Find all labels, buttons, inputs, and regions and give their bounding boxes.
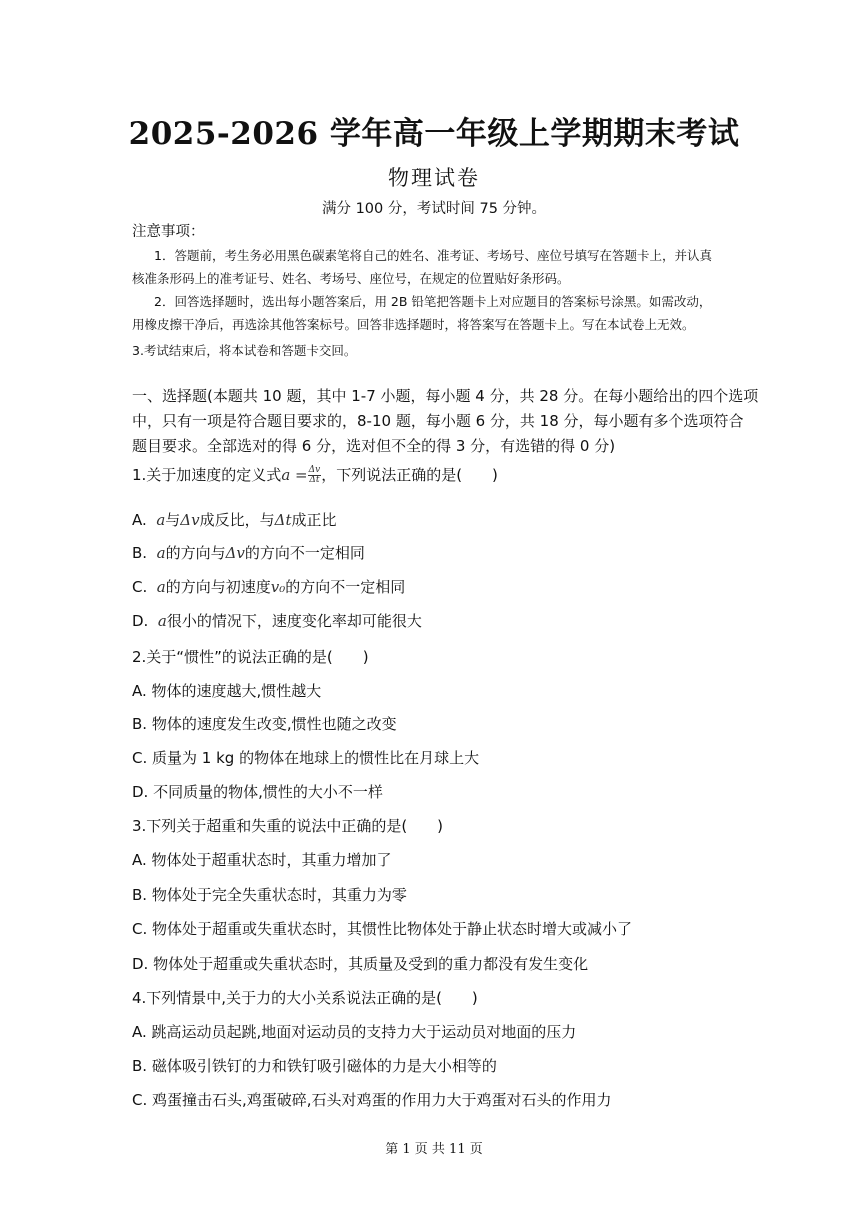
symbol-a: a xyxy=(156,578,166,596)
question-1-option-b xyxy=(132,542,365,563)
question-1-option-a xyxy=(132,509,337,530)
question-1-text-after: ，下列说法正确的是( ) xyxy=(321,466,498,484)
section-1-line-3: 题目要求。全部选对的得 6 分，选对但不全的得 3 分，有选错的得 0 分) xyxy=(132,437,616,455)
formula-denominator: Δt xyxy=(309,475,320,485)
symbol-delta-v: Δv xyxy=(180,511,200,529)
question-4-option-a: A. 跳高运动员起跳,地面对运动员的支持力大于运动员对地面的压力 xyxy=(132,1023,577,1041)
question-2-option-a: A. 物体的速度越大,惯性越大 xyxy=(132,682,322,700)
question-2-option-b: B. 物体的速度发生改变,惯性也随之改变 xyxy=(132,715,397,733)
option-text: 很小的情况下，速度变化率却可能很大 xyxy=(166,612,422,630)
question-4-stem: 4.下列情景中,关于力的大小关系说法正确的是( ) xyxy=(132,989,478,1007)
question-3-option-a: A. 物体处于超重状态时，其重力增加了 xyxy=(132,851,392,869)
symbol-delta-v: Δv xyxy=(225,544,245,562)
symbol-a: a xyxy=(157,612,167,630)
score-time-line: 满分 100 分，考试时间 75 分钟。 xyxy=(321,201,547,217)
formula-numerator: Δv xyxy=(308,465,321,475)
question-1-stem xyxy=(132,464,498,485)
option-label: B. xyxy=(132,544,148,562)
question-2-option-d: D. 不同质量的物体,惯性的大小不一样 xyxy=(132,783,383,801)
question-2-option-c: C. 质量为 1 kg 的物体在地球上的惯性比在月球上大 xyxy=(132,749,480,767)
option-label: C. xyxy=(132,578,148,596)
symbol-delta-t: Δt xyxy=(274,511,292,529)
question-3-stem: 3.下列关于超重和失重的说法中正确的是( ) xyxy=(132,817,444,835)
option-text: 成反比，与 xyxy=(199,511,275,529)
symbol-a: a xyxy=(156,544,166,562)
symbol-a: a xyxy=(156,511,166,529)
question-3-option-b: B. 物体处于完全失重状态时，其重力为零 xyxy=(132,886,407,904)
question-1-option-c xyxy=(132,576,405,597)
option-text: 的方向与 xyxy=(165,544,226,562)
question-1-text-before: 1.关于加速度的定义式 xyxy=(132,466,282,484)
option-text: 的方向与初速度 xyxy=(165,578,271,596)
question-3-option-d: D. 物体处于超重或失重状态时，其质量及受到的重力都没有发生变化 xyxy=(132,955,589,973)
section-1-line-1: 一、选择题(本题共 10 题，其中 1-7 小题，每小题 4 分，共 28 分。在每小题给出的四个选项 xyxy=(132,387,759,405)
page-number-footer: 第 1 页 共 11 页 xyxy=(385,1142,483,1157)
exam-title: 2025-2026 学年高一年级上学期期末考试 xyxy=(128,116,740,152)
question-1-option-d xyxy=(132,610,422,631)
option-text: 与 xyxy=(165,511,181,529)
section-1-line-2: 中，只有一项是符合题目要求的，8-10 题，每小题 6 分，共 18 分，每小题有多个选项符合 xyxy=(132,412,744,430)
notice-item-2-line-1: 2．回答选择题时，选出每小题答案后，用 2B 铅笔把答题卡上对应题目的答案标号涂黑。如需改动， xyxy=(154,294,712,309)
notice-item-1-line-2: 核准条形码上的准考证号、姓名、考场号、座位号，在规定的位置贴好条形码。 xyxy=(132,271,570,286)
option-label: D. xyxy=(132,612,149,630)
option-text: 成正比 xyxy=(291,511,337,529)
option-text: 的方向不一定相同 xyxy=(285,578,406,596)
notice-item-2-line-2: 用橡皮擦干净后，再选涂其他答案标号。回答非选择题时，将答案写在答题卡上。写在本试卷上无效。 xyxy=(132,317,695,332)
question-2-stem: 2.关于“惯性”的说法正确的是( ) xyxy=(132,648,369,666)
acceleration-formula-fraction xyxy=(308,466,322,485)
question-4-option-c: C. 鸡蛋撞击石头,鸡蛋破碎,石头对鸡蛋的作用力大于鸡蛋对石头的作用力 xyxy=(132,1091,612,1109)
notice-item-1-line-1: 1．答题前，考生务必用黑色碳素笔将自己的姓名、准考证、考场号、座位号填写在答题卡上，并认真 xyxy=(154,248,712,263)
notice-heading: 注意事项： xyxy=(132,224,205,240)
notice-item-3: 3.考试结束后，将本试卷和答题卡交回。 xyxy=(132,343,357,358)
question-3-option-c: C. 物体处于超重或失重状态时，其惯性比物体处于静止状态时增大或减小了 xyxy=(132,920,633,938)
acceleration-formula-lhs: a = xyxy=(281,466,308,484)
option-label: A. xyxy=(132,511,147,529)
option-text: 的方向不一定相同 xyxy=(244,544,365,562)
question-4-option-b: B. 磁体吸引铁钉的力和铁钉吸引磁体的力是大小相等的 xyxy=(132,1057,497,1075)
symbol-v0: v₀ xyxy=(270,578,286,596)
exam-subject: 物理试卷 xyxy=(388,166,480,190)
